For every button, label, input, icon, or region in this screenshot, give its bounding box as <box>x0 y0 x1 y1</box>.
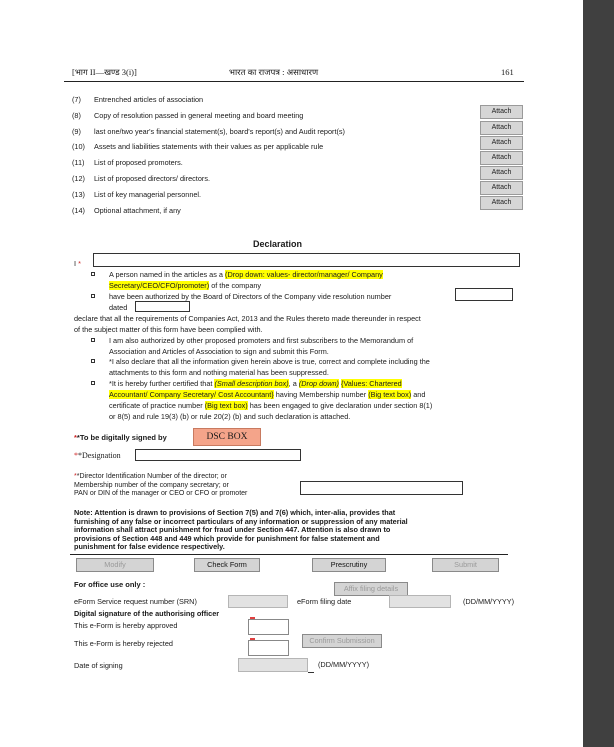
note-line4: provisions of Section 448 and 449 which provide for punishment for false statement and <box>74 533 380 543</box>
attachment-label: List of key managerial personnel. <box>94 190 202 199</box>
membership-number-placeholder[interactable]: (Big text box) <box>368 390 412 399</box>
role-dropdown-placeholder-cont[interactable]: Secretary/CEO/CFO/promoter) <box>109 281 210 290</box>
note-line3: information shall attract punishment for fraud under Section 447. Attention is also drawn to <box>74 525 391 535</box>
item1-tail: of the company <box>211 281 262 290</box>
small-description-placeholder[interactable]: (Small description box) <box>214 379 289 388</box>
dated-label: dated <box>109 303 128 312</box>
filing-date-field[interactable] <box>389 595 451 608</box>
vertical-scrollbar[interactable] <box>583 0 614 747</box>
item5-text-g: having Membership number <box>275 390 367 399</box>
attention-note <box>74 509 408 552</box>
declaration-i-label <box>74 259 81 268</box>
date-of-signing-field[interactable] <box>238 658 308 672</box>
signature-label: Digital signature of the authorising officer <box>74 609 220 618</box>
declaration-item-certified-line2 <box>109 390 425 399</box>
attachment-number: (8) <box>72 111 81 120</box>
item5-text-j: certificate of practice number <box>109 401 203 410</box>
declaration-item-also-authorized: I am also authorized by other proposed promoters and first subscribers to the Memorandum of <box>109 336 414 345</box>
office-use-title: For office use only : <box>74 580 146 589</box>
srn-field[interactable] <box>228 595 288 608</box>
check-form-button[interactable]: Check Form <box>194 558 260 572</box>
item5-text-i: and <box>413 390 426 399</box>
submit-button[interactable]: Submit <box>432 558 499 572</box>
digitally-signed-text: *To be digitally signed by <box>76 433 167 442</box>
practice-number-placeholder[interactable]: (Big text box) <box>204 401 248 410</box>
attachment-label: Optional attachment, if any <box>94 206 181 215</box>
header-page-number: 161 <box>501 67 514 77</box>
dash-mark <box>308 672 314 673</box>
attachment-number: (12) <box>72 174 85 183</box>
attachment-label: last one/two year's financial statement(s), board's report(s) and Audit report(s) <box>94 127 345 136</box>
confirm-submission-button[interactable]: Confirm Submission <box>302 634 382 648</box>
declaration-para-line2: of the subject matter of this form have been complied with. <box>74 325 263 334</box>
declaration-item-person-named <box>109 270 383 279</box>
attachment-label: Entrenched articles of association <box>94 95 204 104</box>
attachment-number: (7) <box>72 95 81 104</box>
reject-signature-box[interactable] <box>248 640 289 656</box>
attachment-label: Assets and liabilities statements with their values as per applicable rule <box>94 142 324 151</box>
declaration-item-certified <box>109 379 402 388</box>
din-field[interactable] <box>300 481 463 495</box>
item5-text-l: has been engaged to give declaration under section 8(1) <box>249 401 433 410</box>
bullet-box <box>91 381 95 385</box>
bullet-box <box>91 359 95 363</box>
attachment-number: (13) <box>72 190 85 199</box>
digitally-signed-label: **To be digitally signed by <box>74 433 167 442</box>
note-rule <box>70 554 508 555</box>
declaration-item-true-correct: *I also declare that all the information given herein above is true, correct and complete including the <box>109 357 430 366</box>
attachment-label: List of proposed promoters. <box>94 158 183 167</box>
prescrutiny-button[interactable]: Prescrutiny <box>312 558 386 572</box>
attachment-number: (9) <box>72 127 81 136</box>
attachment-number: (10) <box>72 142 85 151</box>
attach-button[interactable]: Attach <box>480 121 523 135</box>
profession-values-cont: Accountant/ Company Secretary/ Cost Accountant} <box>109 390 274 399</box>
role-dropdown-placeholder[interactable]: (Drop down: values- director/manager/ Company <box>225 270 383 279</box>
srn-label: eForm Service request number (SRN) <box>74 597 197 606</box>
declaration-title: Declaration <box>253 239 303 249</box>
header-gazette-title: भारत का राजपत्र : असाधारण <box>229 67 319 77</box>
declaration-item-authorized: have been authorized by the Board of Directors of the Company vide resolution number <box>109 292 392 301</box>
attach-button[interactable]: Attach <box>480 196 523 210</box>
bullet-box <box>91 272 95 276</box>
profession-values: {Values: Chartered <box>341 379 402 388</box>
note-line1: Note: Attention is drawn to provisions of Section 7(5) and 7(6) which, inter-alia, provides that <box>74 508 396 517</box>
din-line3: PAN or DIN of the manager or CEO or CFO or promoter <box>74 490 248 498</box>
profession-dropdown-placeholder[interactable]: (Drop down) <box>298 379 339 388</box>
attachment-number: (14) <box>72 206 85 215</box>
attach-button[interactable]: Attach <box>480 151 523 165</box>
attachment-label: Copy of resolution passed in general meeting and board meeting <box>94 111 304 120</box>
bullet-box <box>91 294 95 298</box>
note-line2: furnishing of any false or incorrect particulars of any information or suppression of any material <box>74 516 408 526</box>
item5-text-a: *It is hereby further certified that <box>109 379 213 388</box>
required-mark: * <box>78 259 81 268</box>
approve-signature-box[interactable] <box>248 619 289 635</box>
item5-text-c: , a <box>288 379 297 388</box>
designation-label: **Designation <box>74 451 121 460</box>
attach-button[interactable]: Attach <box>480 181 523 195</box>
rejected-label: This e-Form is hereby rejected <box>74 639 173 648</box>
declaration-item-certified-line4: or 8(5) and rule 19(3) (b) or rule 20(2) (b) and such declaration is attached. <box>109 412 351 421</box>
header-rule <box>64 81 524 82</box>
designation-field[interactable] <box>135 449 301 461</box>
date-format-hint: (DD/MM/YYYY) <box>463 597 515 606</box>
declaration-para-line1: declare that all the requirements of Companies Act, 2013 and the Rules thereto made thereunder in respect <box>74 314 421 323</box>
bullet-box <box>91 338 95 342</box>
din-line2: Membership number of the company secretary; or <box>74 481 229 489</box>
approved-label: This e-Form is hereby approved <box>74 621 178 630</box>
affix-filing-details-button[interactable]: Affix filing details <box>334 582 408 596</box>
attachment-number: (11) <box>72 158 85 167</box>
declaration-item-person-named-line2 <box>109 281 261 290</box>
declarant-name-field[interactable] <box>93 253 520 267</box>
attach-button[interactable]: Attach <box>480 105 523 119</box>
i-text: I <box>74 259 77 268</box>
note-line5: punishment for false evidence respectively. <box>74 542 225 552</box>
date-format-hint-2: (DD/MM/YYYY) <box>318 660 370 669</box>
modify-button[interactable]: Modify <box>76 558 154 572</box>
attachment-label: List of proposed directors/ directors. <box>94 174 210 183</box>
declaration-item-certified-line3 <box>109 401 432 410</box>
resolution-number-field[interactable] <box>455 288 513 301</box>
attach-button[interactable]: Attach <box>480 136 523 150</box>
item1-text: A person named in the articles as a <box>109 270 223 279</box>
din-label: **Director Identification Number of the director; or Membership number of the company secretary; or PAN or DIN of the manager or CEO or CFO or promoter <box>74 473 248 498</box>
date-of-signing-label: Date of signing <box>74 661 123 670</box>
resolution-date-field[interactable] <box>135 301 190 312</box>
attach-button[interactable]: Attach <box>480 166 523 180</box>
declaration-item-true-correct-line2: attachments to this form and nothing material has been suppressed. <box>109 368 329 377</box>
header-part-label: [भाग II—खण्ड 3(i)] <box>72 67 137 77</box>
dsc-box[interactable]: DSC BOX <box>193 428 261 446</box>
designation-text: *Designation <box>78 451 121 460</box>
din-line1: *Director Identification Number of the director; or <box>76 473 227 480</box>
filing-date-label: eForm filing date <box>297 597 352 606</box>
declaration-item-also-authorized-line2: Association and Articles of Association to sign and submit this Form. <box>109 347 329 356</box>
